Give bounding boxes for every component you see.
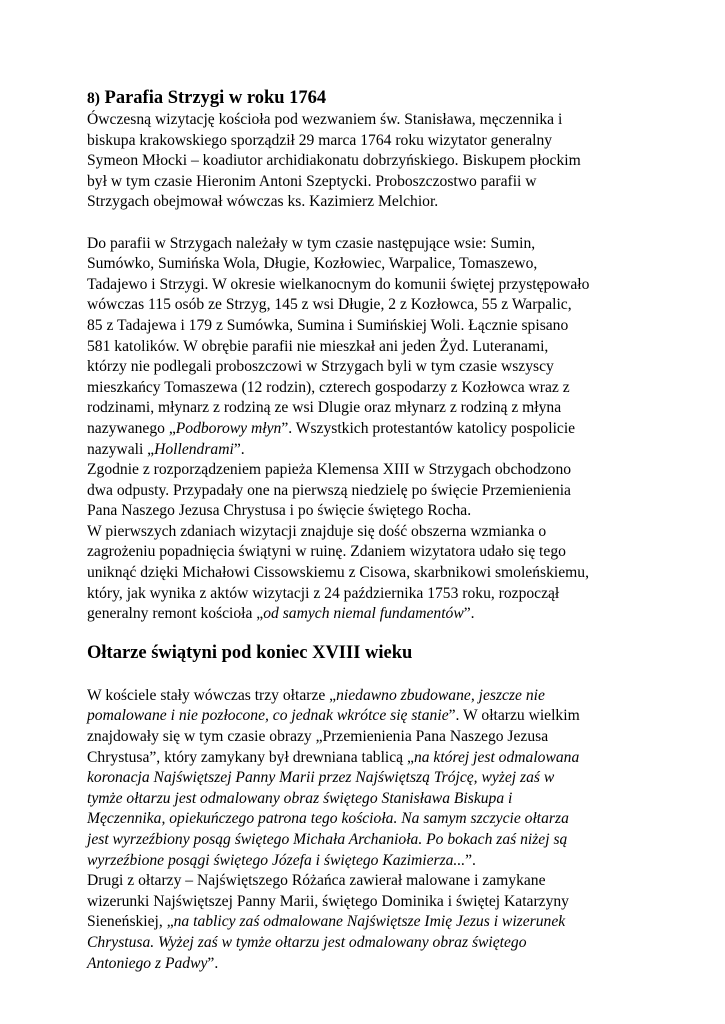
text-line: jest wyrzeźbiony posąg świętego Michała Archanioła. Po bokach zaś niżej są xyxy=(87,831,568,848)
text-line: Chrystusa. Wyżej zaś w tymże ołtarzu jest odmalowany obraz świętego xyxy=(87,933,527,951)
text-run: ”. xyxy=(465,851,476,869)
text-line: Strzygach obejmował wówczas ks. Kazimierz Melchior. xyxy=(87,193,439,211)
section-heading-oltarze: Ołtarze świątyni pod koniec XVIII wieku xyxy=(87,642,413,663)
text-line xyxy=(87,604,687,625)
text-line: Do parafii w Strzygach należały w tym czasie następujące wsie: Sumin, xyxy=(87,234,536,252)
text-run: Sieneńskiej, „ xyxy=(87,913,174,931)
quote-italic: wyrzeźbione posągi świętego Józefa i świętego Kazimierza... xyxy=(87,851,466,869)
paragraph-remont xyxy=(87,522,687,625)
text-line xyxy=(87,912,687,933)
section-number: 8) xyxy=(87,90,100,107)
text-line: 581 katolików. W obrębie parafii nie mieszkał ani jeden Żyd. Luteranami, xyxy=(87,337,549,355)
text-line xyxy=(87,706,687,727)
text-line: 85 z Tadajewa i 179 z Sumówka, Sumina i Sumińskiej Woli. Łącznie spisano xyxy=(87,316,569,334)
text-run: ”. xyxy=(463,605,475,623)
text-line: koronacja Najświętszej Panny Marii przez Najświętszą Trójcę, wyżej zaś w xyxy=(87,769,555,787)
quote-italic: pomalowane i nie pozłocone, co jednak wkrótce się stanie xyxy=(87,707,449,725)
quote-italic: na której jest odmalowana xyxy=(413,748,580,766)
text-line: rodzinami, młynarz z rodziną ze wsi Dlugie oraz młynarz z rodziną z młyna xyxy=(87,399,562,417)
document-page xyxy=(87,86,687,974)
quote-italic: od samych niemal fundamentów xyxy=(263,605,464,623)
section-heading-parafia xyxy=(87,87,687,110)
text-line: znajdowały się w tym czasie obrazy „Przemienienia Pana Naszego Jezusa xyxy=(87,728,549,746)
paragraph-wizytacja xyxy=(87,110,687,213)
text-line: dwa odpusty. Przypadały one na pierwszą niedzielę po święcie Przemienienia xyxy=(87,481,571,499)
text-line: mieszkańcy Tomaszewa (12 rodzin), czterech gospodarzy z Kozłowca wraz z xyxy=(87,378,570,396)
text-line: biskupa krakowskiego sporządził 29 marca 1764 roku wizytator generalny xyxy=(87,131,553,149)
text-line: zagrożeniu popadnięcia świątyni w ruinę. Zdaniem wizytatora udało się tego xyxy=(87,543,566,561)
text-line: Zgodnie z rozporządzeniem papieża Klemensa XIII w Strzygach obchodzono xyxy=(87,461,572,479)
text-line: Symeon Młocki – koadiutor archidiakonatu dobrzyńskiego. Biskupem płockim xyxy=(87,152,581,170)
text-run: W kościele stały wówczas trzy ołtarze „ xyxy=(87,686,337,704)
text-line: Sumówko, Sumińska Wola, Długie, Kozłowiec, Warpalice, Tomaszewo, xyxy=(87,255,538,273)
text-line xyxy=(87,440,687,461)
text-line: Tadajewo i Strzygi. W okresie wielkanocnym do komunii świętej przystępowało xyxy=(87,275,590,293)
text-line xyxy=(87,851,687,872)
text-line: który, jak wynika z aktów wizytacji z 24 października 1753 roku, rozpoczął xyxy=(87,584,560,602)
section-title: Parafia Strzygi w roku 1764 xyxy=(104,88,327,108)
text-line: Drugi z ołtarzy – Najświętszego Różańca zawierał malowane i zamykane xyxy=(87,872,546,890)
text-run: Chrystusa”, który zamykany był drewniana tablicą „ xyxy=(87,748,414,766)
text-line: tymże ołtarzu jest odmalowany obraz świętego Stanisława Biskupa i xyxy=(87,789,513,807)
text-line: wówczas 115 osób ze Strzyg, 145 z wsi Długie, 2 z Kozłowca, 55 z Warpalic, xyxy=(87,296,572,314)
text-line: W pierwszych zdaniach wizytacji znajduje się dość obszerna wzmianka o xyxy=(87,522,547,540)
paragraph-gap xyxy=(87,665,687,686)
text-run: nazywanego „ xyxy=(87,419,176,437)
text-line: Męczennika, opiekuńczego patrona tego kościoła. Na samym szczycie ołtarza xyxy=(87,810,569,828)
text-line: wizerunki Najświętszej Panny Marii, świętego Dominika i świętej Katarzyny xyxy=(87,892,569,910)
quote-italic: na tablicy zaś odmalowane Najświętsze Imię Jezus i wizerunek xyxy=(173,913,566,931)
text-line: uniknąć dzięki Michałowi Cissowskiemu z Cisowa, skarbnikowi smoleńskiemu, xyxy=(87,564,589,582)
quote-italic: Podborowy młyn xyxy=(175,419,282,437)
text-run: ”. Wszystkich protestantów katolicy pospolicie xyxy=(281,419,576,437)
quote-italic: Hollendrami xyxy=(154,440,234,458)
text-run: ”. W ołtarzu wielkim xyxy=(448,707,580,725)
text-line: którzy nie podlegali proboszczowi w Strzygach byli w tym czasie wszyscy xyxy=(87,358,554,376)
quote-italic: Antoniego z Padwy xyxy=(87,954,208,972)
text-line xyxy=(87,954,687,975)
paragraph-gap xyxy=(87,213,687,234)
text-line xyxy=(87,419,687,440)
text-line: Ówczesną wizytację kościoła pod wezwaniem św. Stanisława, męczennika i xyxy=(87,111,563,128)
text-run: generalny remont kościoła „ xyxy=(87,605,264,623)
text-run: ”. xyxy=(207,954,219,972)
paragraph-oltarze xyxy=(87,686,687,974)
quote-italic: niedawno zbudowane, jeszcze nie xyxy=(336,686,545,704)
text-line: Pana Naszego Jezusa Chrystusa i po święcie świętego Rocha. xyxy=(87,502,472,520)
text-run: ”. xyxy=(233,440,245,458)
paragraph-wsie xyxy=(87,234,687,461)
text-line xyxy=(87,748,687,769)
paragraph-odpusty xyxy=(87,460,687,522)
text-line xyxy=(87,686,687,707)
text-line: był w tym czasie Hieronim Antoni Szeptycki. Proboszczostwo parafii w xyxy=(87,172,537,190)
section-gap xyxy=(87,625,687,642)
text-run: nazywali „ xyxy=(87,440,155,458)
